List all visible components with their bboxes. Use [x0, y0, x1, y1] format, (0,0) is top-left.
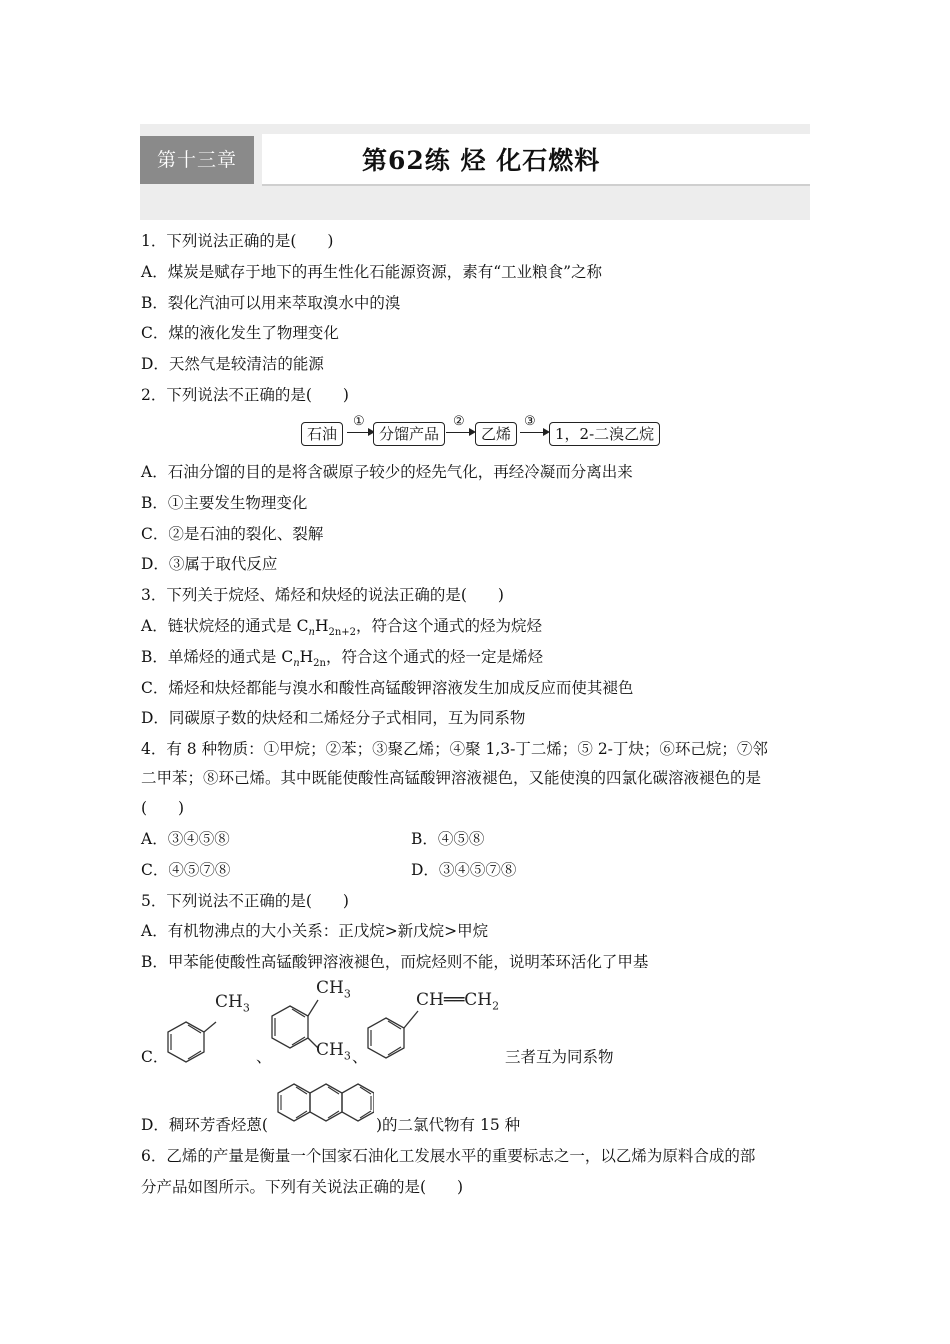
- q2-option-a: A．石油分馏的目的是将含碳原子较少的烃先气化，再经冷凝而分离出来: [141, 463, 633, 481]
- q3-b-h: H: [299, 648, 314, 666]
- q5-c-separator-1: 、: [256, 1048, 272, 1066]
- q3-option-a: [141, 616, 542, 643]
- flow-arrow-1-label: ①: [353, 414, 365, 429]
- o-xylene-ch3-bottom: $CH_3$: [316, 1040, 351, 1063]
- styrene-vinyl-group: $CH══CH_2$: [416, 990, 500, 1013]
- q1-option-b: B．裂化汽油可以用来萃取溴水中的溴: [141, 294, 401, 312]
- chapter-label: 第十三章: [140, 136, 254, 184]
- q3-a-prefix: A．链状烷烃的通式是 C: [141, 617, 309, 635]
- q3-b-prefix: B．单烯烃的通式是 C: [141, 648, 294, 666]
- q5-option-d-suffix: )的二氯代物有 15 种: [376, 1116, 521, 1134]
- flow-box-petroleum: 石油: [301, 422, 343, 446]
- q4-stem-line1: 4．有 8 种物质：①甲烷；②苯；③聚乙烯；④聚 1,3-丁二烯；⑤ 2-丁炔；⑥环己烷；⑦邻: [141, 740, 768, 758]
- q5-c-separator-2: 、: [352, 1048, 368, 1066]
- q3-a-h: H: [314, 617, 329, 635]
- flow-arrow-3-label: ③: [524, 414, 536, 429]
- anthracene-structure: [274, 1074, 374, 1136]
- q3-a-suffix: ，符合这个通式的烃为烷烃: [356, 617, 543, 635]
- q3-option-b: [141, 647, 543, 674]
- q5-option-b: B．甲苯能使酸性高锰酸钾溶液褪色，而烷烃则不能，说明苯环活化了甲基: [141, 953, 649, 971]
- q3-b-n: n: [293, 658, 300, 670]
- process-flow-diagram: [301, 416, 661, 450]
- q2-option-b: B．①主要发生物理变化: [141, 494, 308, 512]
- o-xylene-structure: [262, 996, 322, 1062]
- q5-stem: 5．下列说法不正确的是( ): [141, 892, 349, 910]
- q5-option-c-label: C．: [141, 1048, 169, 1066]
- q3-b-subscript: 2n: [313, 658, 326, 670]
- q1-option-c: C．煤的液化发生了物理变化: [141, 324, 339, 342]
- q3-option-c: C．烯烃和炔烃都能与溴水和酸性高锰酸钾溶液发生加成反应而使其褪色: [141, 679, 634, 697]
- q4-stem-line3: ( ): [141, 799, 185, 817]
- q1-option-a: A．煤炭是赋存于地下的再生性化石能源资源，素有“工业粮食”之称: [141, 263, 603, 281]
- q1-stem: 1．下列说法正确的是( ): [141, 232, 334, 250]
- q4-option-d: D．③④⑤⑦⑧: [411, 861, 517, 879]
- flow-box-ethylene: 乙烯: [475, 422, 517, 446]
- page-title: 第62练 烃 化石燃料: [362, 146, 601, 175]
- flow-arrow-1: [347, 432, 373, 433]
- q6-stem-line2: 分产品如图所示。下列有关说法正确的是( ): [141, 1178, 464, 1196]
- q4-option-c: C．④⑤⑦⑧: [141, 861, 231, 879]
- q5-option-d-prefix: D．稠环芳香烃蒽(: [141, 1116, 268, 1134]
- flow-box-dibromoethane: 1，2-二溴乙烷: [549, 422, 660, 446]
- toluene-ch3: $CH_3$: [215, 992, 250, 1015]
- flow-arrow-2: [446, 432, 474, 433]
- q2-option-c: C．②是石油的裂化、裂解: [141, 525, 324, 543]
- toluene-structure: [160, 1010, 230, 1070]
- q4-stem-line2: 二甲苯；⑧环己烯。其中既能使酸性高锰酸钾溶液褪色，又能使溴的四氯化碳溶液褪色的是: [141, 769, 762, 787]
- q3-a-subscript: 2n+2: [328, 627, 357, 639]
- q4-option-a: A．③④⑤⑧: [141, 830, 230, 848]
- q3-stem: 3．下列关于烷烃、烯烃和炔烃的说法正确的是( ): [141, 586, 504, 604]
- flow-arrow-3: [520, 432, 548, 433]
- styrene-structure: [364, 1006, 424, 1066]
- q5-option-c-tail: 三者互为同系物: [505, 1048, 614, 1066]
- q3-b-suffix: ，符合这个通式的烃一定是烯烃: [325, 648, 543, 666]
- q2-stem: 2．下列说法不正确的是( ): [141, 386, 349, 404]
- q2-option-d: D．③属于取代反应: [141, 555, 278, 573]
- q3-a-n: n: [308, 627, 315, 639]
- q5-option-a: A．有机物沸点的大小关系：正戊烷>新戊烷>甲烷: [141, 922, 489, 940]
- flow-arrow-2-label: ②: [453, 414, 465, 429]
- o-xylene-ch3-top: $CH_3$: [316, 978, 351, 1001]
- flow-box-fraction: 分馏产品: [373, 422, 445, 446]
- q4-option-b: B．④⑤⑧: [411, 830, 485, 848]
- q3-option-d: D．同碳原子数的炔烃和二烯烃分子式相同，互为同系物: [141, 709, 526, 727]
- q1-option-d: D．天然气是较清洁的能源: [141, 355, 324, 373]
- q6-stem-line1: 6．乙烯的产量是衡量一个国家石油化工发展水平的重要标志之一，以乙烯为原料合成的部: [141, 1147, 756, 1165]
